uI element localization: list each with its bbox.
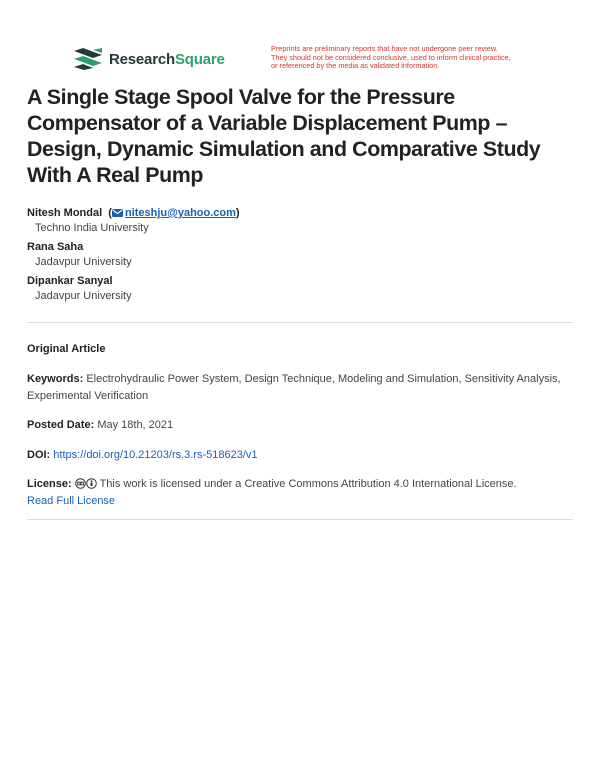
license-text: This work is licensed under a Creative Commons Attribution 4.0 International License.	[99, 478, 517, 490]
disclaimer-line: They should not be considered conclusive, used to inform clinical practice,	[271, 52, 511, 62]
posted-date	[27, 417, 573, 434]
author-email-link[interactable]: niteshju@yahoo.com	[124, 207, 236, 219]
article-type	[27, 341, 573, 358]
logo-research: Research	[109, 50, 175, 68]
author-name: Dipankar Sanyal	[27, 275, 113, 287]
read-full-license-link[interactable]: Read Full License	[27, 495, 116, 507]
keywords-label: Keywords:	[27, 373, 84, 385]
keywords-value: Electrohydraulic Power System, Design Technique, Modeling and Simulation, Sensitivity Analysis, Experimental Verification	[27, 373, 561, 402]
posted-date-value: May 18th, 2021	[97, 419, 174, 431]
header	[0, 0, 600, 80]
author-affiliation: Jadavpur University	[35, 256, 132, 268]
author-affiliation: Techno India University	[35, 222, 149, 234]
article-type-text: Original Article	[27, 343, 106, 355]
research-square-logo-icon	[74, 48, 102, 70]
keywords	[27, 371, 573, 405]
attribution-icon	[86, 478, 97, 489]
doi-label: DOI:	[27, 449, 51, 461]
cc-icon	[75, 478, 86, 489]
author-name: Nitesh Mondal ( niteshju@yahoo.com)	[27, 207, 240, 219]
disclaimer-line: or referenced by the media as validated information.	[271, 61, 440, 71]
license	[27, 476, 573, 510]
envelope-icon	[112, 209, 123, 217]
divider	[27, 322, 573, 323]
divider	[27, 519, 573, 520]
author-name: Rana Saha	[27, 241, 84, 253]
doi	[27, 447, 573, 464]
research-square-logo[interactable]	[74, 48, 225, 70]
preprint-disclaimer	[271, 45, 571, 71]
author-name-text: Nitesh Mondal	[27, 207, 103, 219]
disclaimer-line: Preprints are preliminary reports that have not undergone peer review.	[271, 44, 498, 53]
logo-square: Square	[174, 50, 225, 68]
author-affiliation: Jadavpur University	[35, 290, 132, 302]
posted-date-label: Posted Date:	[27, 419, 95, 431]
paper-title: A Single Stage Spool Valve for the Pressure Compensator of a Variable Displacement Pump – Design, Dynamic Simulation and Comparative Study With A Real Pump	[27, 85, 541, 187]
doi-link[interactable]: https://doi.org/10.21203/rs.3.rs-518623/v1	[53, 449, 258, 461]
license-label: License:	[27, 478, 72, 490]
author-list	[27, 206, 577, 308]
logo-text	[109, 51, 225, 68]
